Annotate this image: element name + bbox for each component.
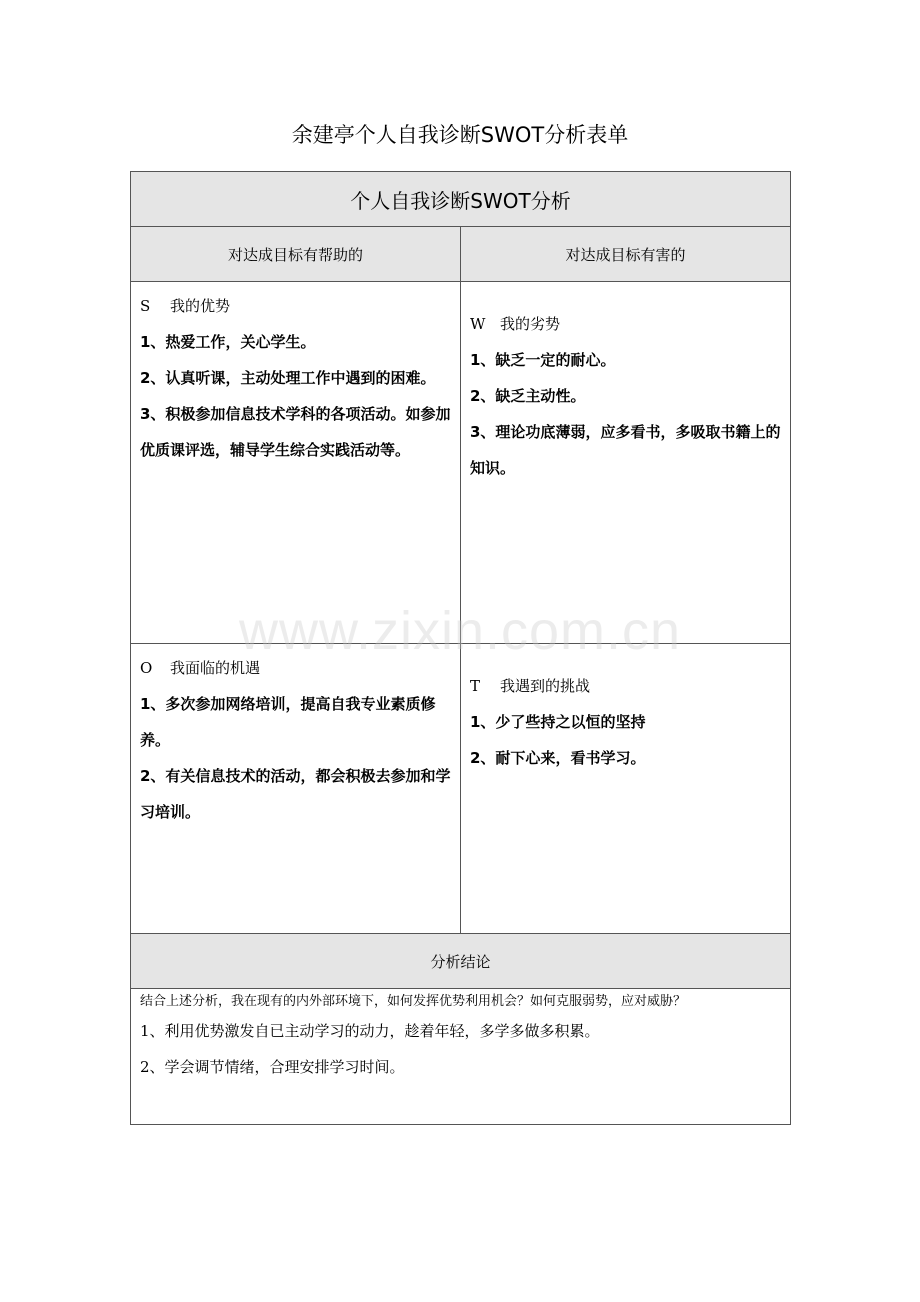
strengths-item: 2、认真听课，主动处理工作中遇到的困难。 <box>140 369 436 387</box>
strengths-cell <box>131 282 461 644</box>
weaknesses-cell <box>461 282 791 644</box>
conclusion-item: 1、利用优势激发自已主动学习的动力，趁着年轻，多学多做多积累。 <box>140 1022 600 1040</box>
swot-table <box>130 171 791 1125</box>
opportunities-item: 1、多次参加网络培训，提高自我专业素质修养。 <box>140 695 436 749</box>
conclusion-question: 结合上述分析，我在现有的内外部环境下，如何发挥优势利用机会？如何克服弱势，应对威胁？ <box>140 994 687 1009</box>
watermark: www.zixin.com.cn <box>238 601 682 661</box>
threats-item: 2、耐下心来，看书学习。 <box>470 749 646 767</box>
opportunities-letter: O <box>140 659 153 677</box>
table-main-header: 个人自我诊断SWOT分析 <box>131 172 791 227</box>
conclusion-item: 2、学会调节情绪，合理安排学习时间。 <box>140 1058 405 1076</box>
strengths-item: 1、热爱工作，关心学生。 <box>140 333 316 351</box>
strengths-letter: S <box>140 297 151 315</box>
strengths-title: S 我的优势 <box>140 288 454 324</box>
conclusion-header: 分析结论 <box>131 934 791 989</box>
weaknesses-item: 2、缺乏主动性。 <box>470 387 586 405</box>
weaknesses-letter: W <box>470 315 486 333</box>
weaknesses-item: 1、缺乏一定的耐心。 <box>470 351 616 369</box>
helpful-header: 对达成目标有帮助的 <box>131 227 461 282</box>
conclusion-body <box>131 989 791 1125</box>
strengths-item: 3、积极参加信息技术学科的各项活动。如参加优质课评选，辅导学生综合实践活动等。 <box>140 405 451 459</box>
harmful-header: 对达成目标有害的 <box>461 227 791 282</box>
opportunities-cell <box>131 644 461 934</box>
weaknesses-item: 3、理论功底薄弱，应多看书，多吸取书籍上的知识。 <box>470 423 781 477</box>
opportunities-title: O 我面临的机遇 <box>140 650 454 686</box>
document-title: 余建亭个人自我诊断SWOT分析表单 <box>291 123 629 147</box>
opportunities-item: 2、有关信息技术的活动，都会积极去参加和学习培训。 <box>140 767 451 821</box>
threats-item: 1、少了些持之以恒的坚持 <box>470 713 646 731</box>
threats-letter: T <box>470 677 481 695</box>
weaknesses-title: W 我的劣势 <box>470 306 784 342</box>
threats-cell <box>461 644 791 934</box>
threats-title: T 我遇到的挑战 <box>470 668 784 704</box>
